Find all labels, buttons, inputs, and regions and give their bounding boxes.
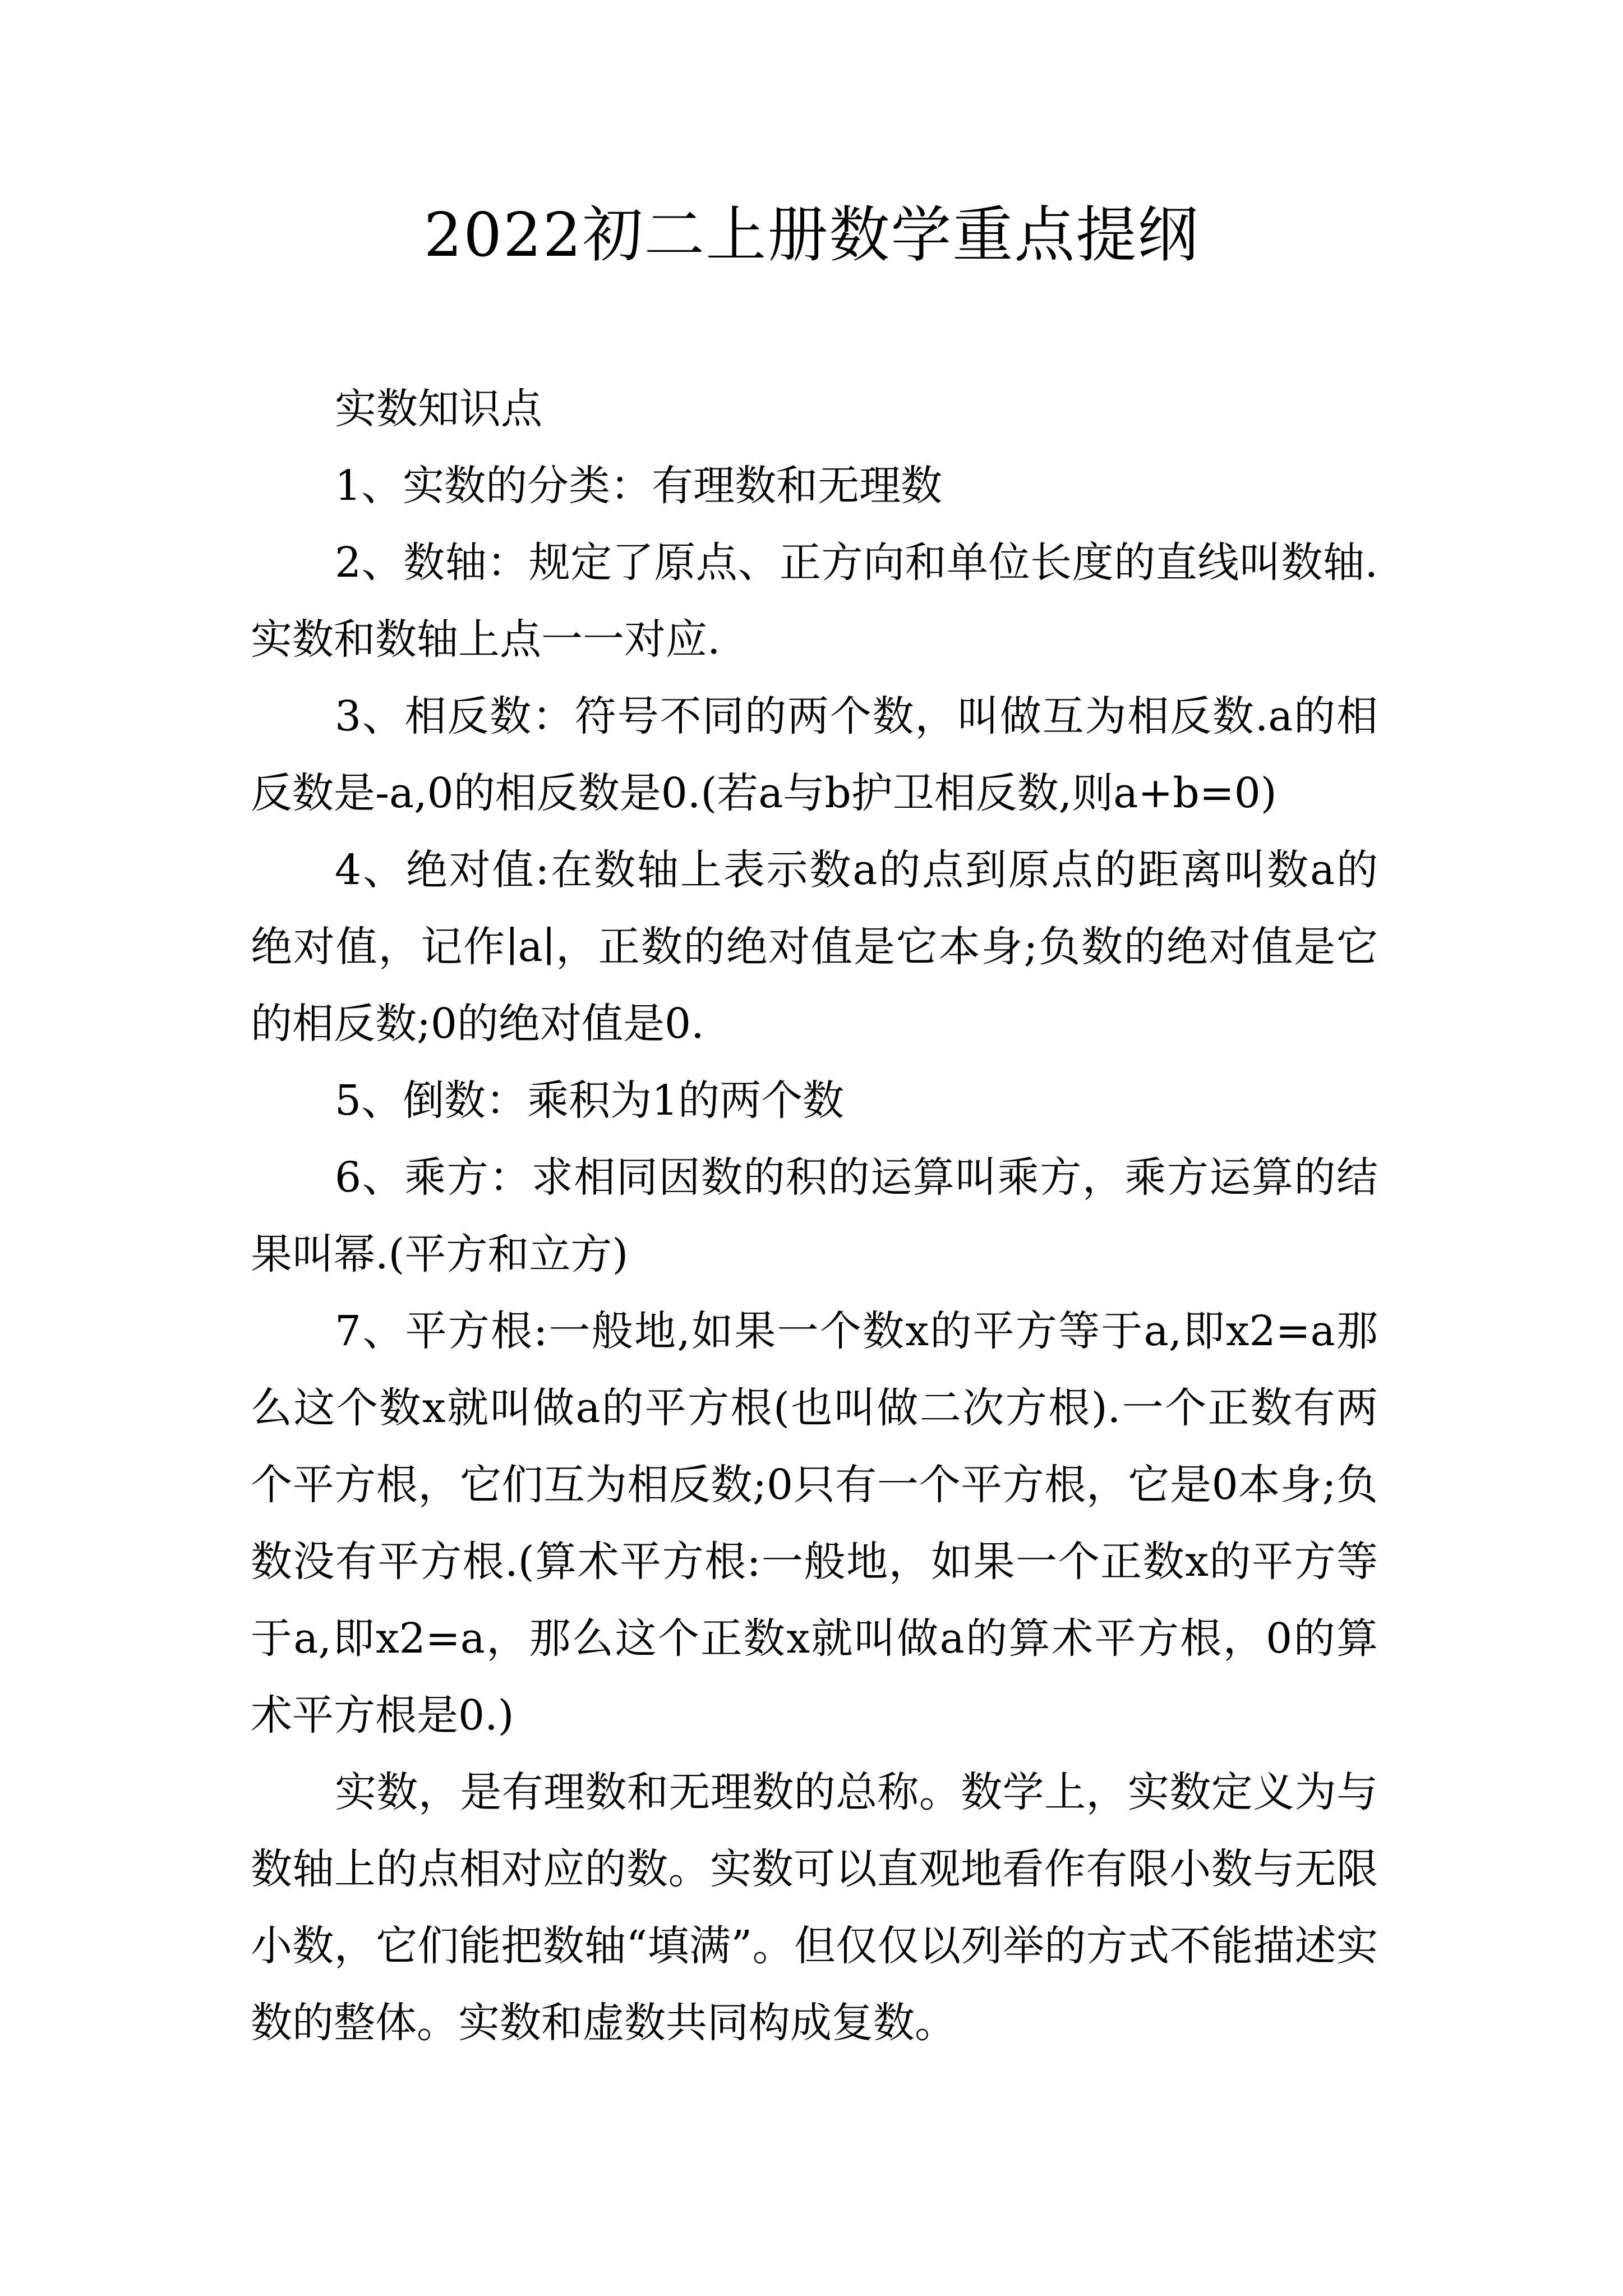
document-title: 2022初二上册数学重点提纲 bbox=[423, 200, 1200, 270]
paragraph-real-number-classification: 1、实数的分类：有理数和无理数 bbox=[335, 462, 943, 510]
paragraph-reciprocal: 5、倒数：乘积为1的两个数 bbox=[335, 1076, 845, 1125]
document-body bbox=[251, 371, 1378, 2062]
paragraph-opposite-numbers: 3、相反数：符号不同的两个数，叫做互为相反数.a的相反数是-a,0的相反数是0.(若a与b护卫相反数,则a+b=0) bbox=[251, 692, 1378, 817]
paragraph-number-line: 2、数轴：规定了原点、正方向和单位长度的直线叫数轴.实数和数轴上点一一对应. bbox=[251, 539, 1378, 664]
paragraph-power: 6、乘方：求相同因数的积的运算叫乘方，乘方运算的结果叫幂.(平方和立方) bbox=[251, 1153, 1378, 1278]
paragraph-square-root: 7、平方根:一般地,如果一个数x的平方等于a,即x2=a那么这个数x就叫做a的平方根(也叫做二次方根).一个正数有两个平方根，它们互为相反数;0只有一个平方根，它是0本身;负数没有平方根.(算术平方根:一般地，如果一个正数x的平方等于a,即x2=a，那么这个正数x就叫做a的算术平方根，0的算术平方根是0.) bbox=[251, 1307, 1378, 1740]
paragraph-absolute-value: 4、绝对值:在数轴上表示数a的点到原点的距离叫数a的绝对值，记作∣a∣，正数的绝对值是它本身;负数的绝对值是它的相反数;0的绝对值是0. bbox=[251, 846, 1378, 1048]
paragraph-real-number-definition: 实数，是有理数和无理数的总称。数学上，实数定义为与数轴上的点相对应的数。实数可以直观地看作有限小数与无限小数，它们能把数轴“填满”。但仅仅以列举的方式不能描述实数的整体。实数和虚数共同构成复数。 bbox=[251, 1768, 1378, 2047]
section-heading: 实数知识点 bbox=[335, 385, 542, 433]
